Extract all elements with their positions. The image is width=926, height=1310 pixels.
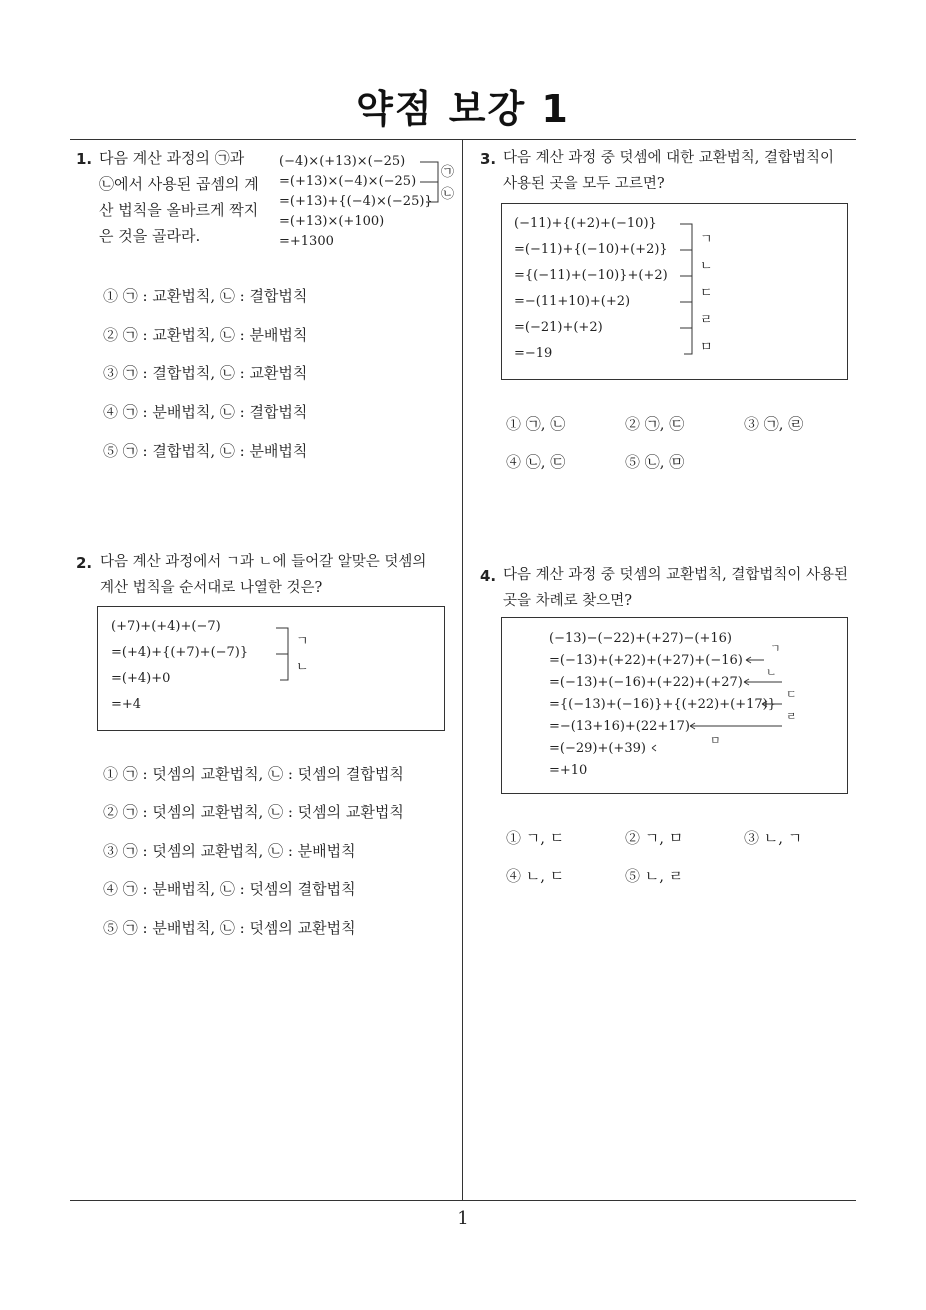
step-label: ㄷ <box>700 286 713 301</box>
question-text <box>99 145 269 249</box>
question-number: 3. <box>480 150 497 168</box>
page-number: 1 <box>457 1208 469 1229</box>
question-number: 2. <box>76 554 93 572</box>
math-line: (−11)+{(+2)+(−10)} <box>514 216 657 231</box>
math-line: =(+4)+0 <box>111 671 171 686</box>
math-line: =(−13)+(−16)+(+22)+(+27) <box>549 675 743 690</box>
math-line: =(−29)+(+39) <box>549 741 646 756</box>
choice-1[interactable]: ① ㄱ, ㄷ <box>506 829 565 847</box>
question-text <box>503 145 863 197</box>
question-text-line: 곳을 차례로 찾으면? <box>503 593 633 609</box>
step-label: ㄱ <box>770 642 781 655</box>
step-label: ㄷ <box>786 688 797 701</box>
choice-1[interactable]: ① ㉠ : 교환법칙, ㉡ : 결합법칙 <box>103 287 308 305</box>
math-line: =(+4)+{(+7)+(−7)} <box>111 645 249 660</box>
math-line: (−4)×(+13)×(−25) <box>279 154 406 169</box>
math-line: =(−11)+{(−10)+(+2)} <box>514 242 668 257</box>
question-number: 1. <box>76 150 93 168</box>
choice-3[interactable]: ③ ㉠ : 덧셈의 교환법칙, ㉡ : 분배법칙 <box>103 842 356 860</box>
choice-5[interactable]: ⑤ ㉠ : 분배법칙, ㉡ : 덧셈의 교환법칙 <box>103 919 356 937</box>
choice-2[interactable]: ② ㄱ, ㅁ <box>625 829 684 847</box>
step-label: ㄴ <box>766 666 777 679</box>
math-line: =+1300 <box>279 234 334 249</box>
step-bracket <box>680 224 696 359</box>
step-label: ㅁ <box>700 340 713 355</box>
question-text-line: 산 법칙을 올바르게 짝지 <box>99 201 259 219</box>
question-text <box>503 562 863 614</box>
choice-3[interactable]: ③ ㄴ, ㄱ <box>744 829 803 847</box>
math-line: =(−13)+(+22)+(+27)+(−16) <box>549 653 743 668</box>
math-line: =(+13)×(+100) <box>279 214 385 229</box>
step-arrows <box>650 640 800 752</box>
math-line: =(+13)+{(−4)×(−25)} <box>279 194 433 209</box>
step-label: ㉡ <box>441 187 455 202</box>
math-line: ={(−13)+(−16)}+{(+22)+(+17)} <box>549 697 776 712</box>
choice-3[interactable]: ③ ㉠ : 결합법칙, ㉡ : 교환법칙 <box>103 364 308 382</box>
choice-3[interactable]: ③ ㉠, ㉣ <box>744 415 804 433</box>
question-text-line: 계산 법칙을 순서대로 나열한 것은? <box>100 580 323 596</box>
column-divider <box>462 139 463 1201</box>
choice-2[interactable]: ② ㉠ : 교환법칙, ㉡ : 분배법칙 <box>103 326 308 344</box>
question-number: 4. <box>480 567 497 585</box>
question-text-line: ㉡에서 사용된 곱셈의 계 <box>99 175 259 193</box>
question-text-line: 다음 계산 과정에서 ㄱ과 ㄴ에 들어갈 알맞은 덧셈의 <box>100 554 427 570</box>
choice-1[interactable]: ① ㉠, ㉡ <box>506 415 566 433</box>
choice-4[interactable]: ④ ㉠ : 분배법칙, ㉡ : 결합법칙 <box>103 403 308 421</box>
step-label: ㄱ <box>296 634 309 649</box>
step-label: ㄱ <box>700 232 713 247</box>
step-bracket <box>276 628 292 683</box>
math-line: (+7)+(+4)+(−7) <box>111 619 221 634</box>
choice-2[interactable]: ② ㉠, ㉢ <box>625 415 685 433</box>
math-line: =+10 <box>549 763 588 778</box>
math-line: (−13)−(−22)+(+27)−(+16) <box>549 631 732 646</box>
step-bracket <box>420 160 440 205</box>
step-label: ㄹ <box>786 710 797 723</box>
math-line: =(−21)+(+2) <box>514 320 603 335</box>
choice-5[interactable]: ⑤ ㉠ : 결합법칙, ㉡ : 분배법칙 <box>103 442 308 460</box>
math-line: =−(13+16)+(22+17) <box>549 719 690 734</box>
step-label: ㄹ <box>700 313 713 328</box>
step-label: ㄴ <box>296 660 309 675</box>
step-label: ㉠ <box>441 165 455 180</box>
question-text-line: 다음 계산 과정 중 덧셈에 대한 교환법칙, 결합법칙이 <box>503 150 835 166</box>
question-text-line: 사용된 곳을 모두 고르면? <box>503 176 665 192</box>
question-text <box>100 549 460 601</box>
choice-1[interactable]: ① ㉠ : 덧셈의 교환법칙, ㉡ : 덧셈의 결합법칙 <box>103 765 404 783</box>
math-line: =−19 <box>514 346 553 361</box>
choice-4[interactable]: ④ ㉠ : 분배법칙, ㉡ : 덧셈의 결합법칙 <box>103 880 356 898</box>
step-label: ㄴ <box>700 259 713 274</box>
question-text-line: 은 것을 골라라. <box>99 227 201 245</box>
question-text-line: 다음 계산 과정 중 덧셈의 교환법칙, 결합법칙이 사용된 <box>503 567 849 583</box>
math-line: =+4 <box>111 697 142 712</box>
choice-5[interactable]: ⑤ ㄴ, ㄹ <box>625 867 684 885</box>
choice-4[interactable]: ④ ㉡, ㉢ <box>506 453 566 471</box>
choice-4[interactable]: ④ ㄴ, ㄷ <box>506 867 565 885</box>
math-line: =−(11+10)+(+2) <box>514 294 631 309</box>
bottom-rule <box>70 1200 856 1201</box>
math-line: ={(−11)+(−10)}+(+2) <box>514 268 668 283</box>
question-text-line: 다음 계산 과정의 ㉠과 <box>99 149 245 167</box>
math-line: =(+13)×(−4)×(−25) <box>279 174 417 189</box>
choice-5[interactable]: ⑤ ㉡, ㉤ <box>625 453 685 471</box>
step-label: ㅁ <box>710 734 721 747</box>
page-title: 약점 보강 1 <box>356 87 570 131</box>
top-rule <box>70 139 856 140</box>
choice-2[interactable]: ② ㉠ : 덧셈의 교환법칙, ㉡ : 덧셈의 교환법칙 <box>103 803 404 821</box>
